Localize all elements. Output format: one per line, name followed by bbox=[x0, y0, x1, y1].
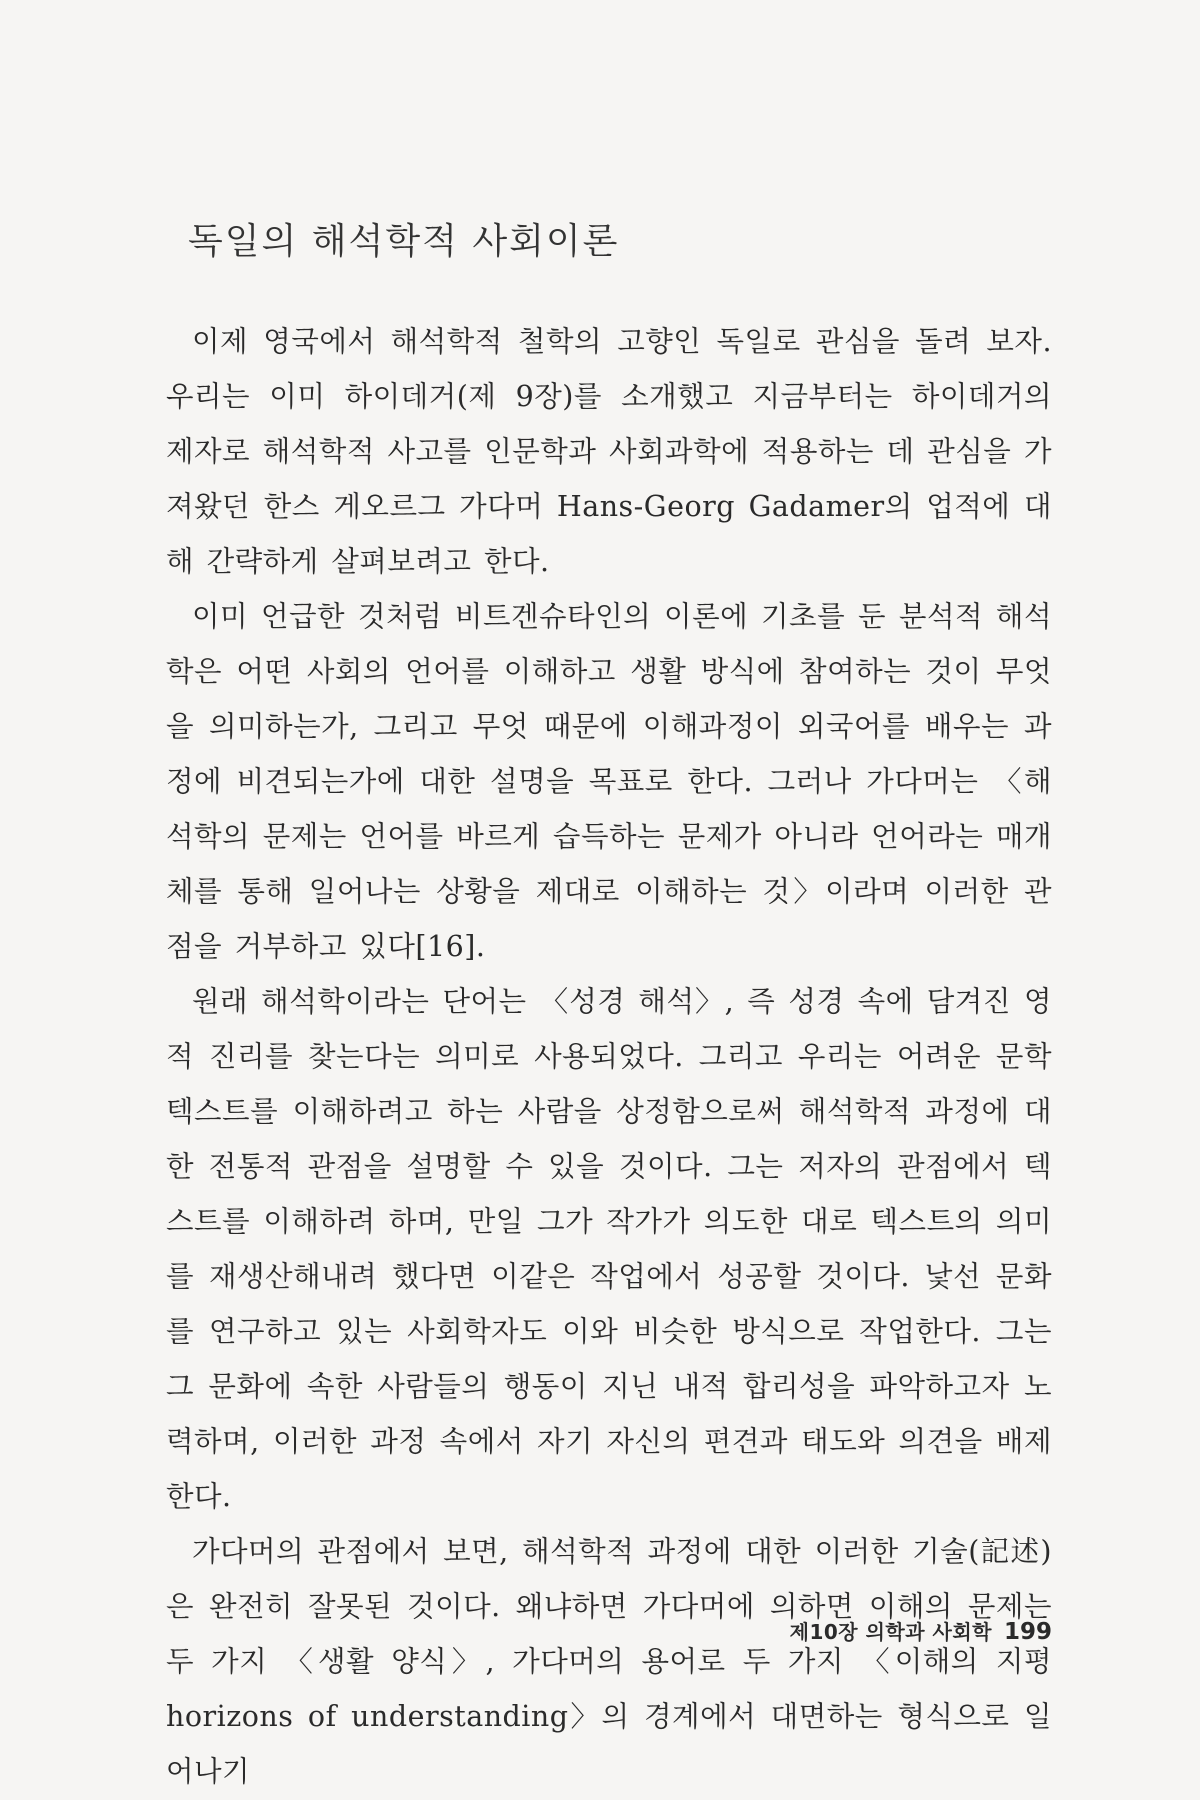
section-heading: 독일의 해석학적 사회이론 bbox=[188, 221, 620, 262]
paragraph: 이미 언급한 것처럼 비트겐슈타인의 이론에 기초를 둔 분석적 해석학은 어떤 사회의 언어를 이해하고 생활 방식에 참여하는 것이 무엇을 의미하는가, 그리고 무엇 때문에 이해과정이 외국어를 배우는 과정에 비견되는가에 대한 설명을 목표로 한다. 그러나 가다머는 〈해석학의 문제는 언어를 바르게 습득하는 문제가 아니라 언어라는 매개체를 통해 일어나는 상황을 제대로 이해하는 것〉이라며 이러한 관점을 거부하고 있다[16]. bbox=[166, 600, 1052, 963]
body-text bbox=[166, 314, 1052, 1799]
paragraph: 이제 영국에서 해석학적 철학의 고향인 독일로 관심을 돌려 보자. 우리는 이미 하이데거(제 9장)를 소개했고 지금부터는 하이데거의 제자로 해석학적 사고를 인문학과 사회과학에 적용하는 데 관심을 가져왔던 한스 게오르그 가다머 Hans-Georg Gadamer의 업적에 대해 간략하게 살펴보려고 한다. bbox=[166, 325, 1052, 578]
paragraph: 가다머의 관점에서 보면, 해석학적 과정에 대한 이러한 기술(記述)은 완전히 잘못된 것이다. 왜냐하면 가다머에 의하면 이해의 문제는 두 가지 〈생활 양식〉, 가다머의 용어로 두 가지 〈이해의 지평 horizons of understanding〉의 경계에서 대면하는 형식으로 일어나기 bbox=[166, 1535, 1052, 1788]
paragraph: 원래 해석학이라는 단어는 〈성경 해석〉, 즉 성경 속에 담겨진 영적 진리를 찾는다는 의미로 사용되었다. 그리고 우리는 어려운 문학 텍스트를 이해하려고 하는 사람을 상정함으로써 해석학적 과정에 대한 전통적 관점을 설명할 수 있을 것이다. 그는 저자의 관점에서 텍스트를 이해하려 하며, 만일 그가 작가가 의도한 대로 텍스트의 의미를 재생산해내려 했다면 이같은 작업에서 성공할 것이다. 낯선 문화를 연구하고 있는 사회학자도 이와 비슷한 방식으로 작업한다. 그는 그 문화에 속한 사람들의 행동이 지닌 내적 합리성을 파악하고자 노력하며, 이러한 과정 속에서 자기 자신의 편견과 태도와 의견을 배제한다. bbox=[166, 985, 1052, 1513]
chapter-label: 제10장 의학과 사회학 bbox=[789, 1620, 992, 1644]
page-footer bbox=[790, 1616, 1052, 1645]
page-number: 199 bbox=[1003, 1619, 1052, 1645]
